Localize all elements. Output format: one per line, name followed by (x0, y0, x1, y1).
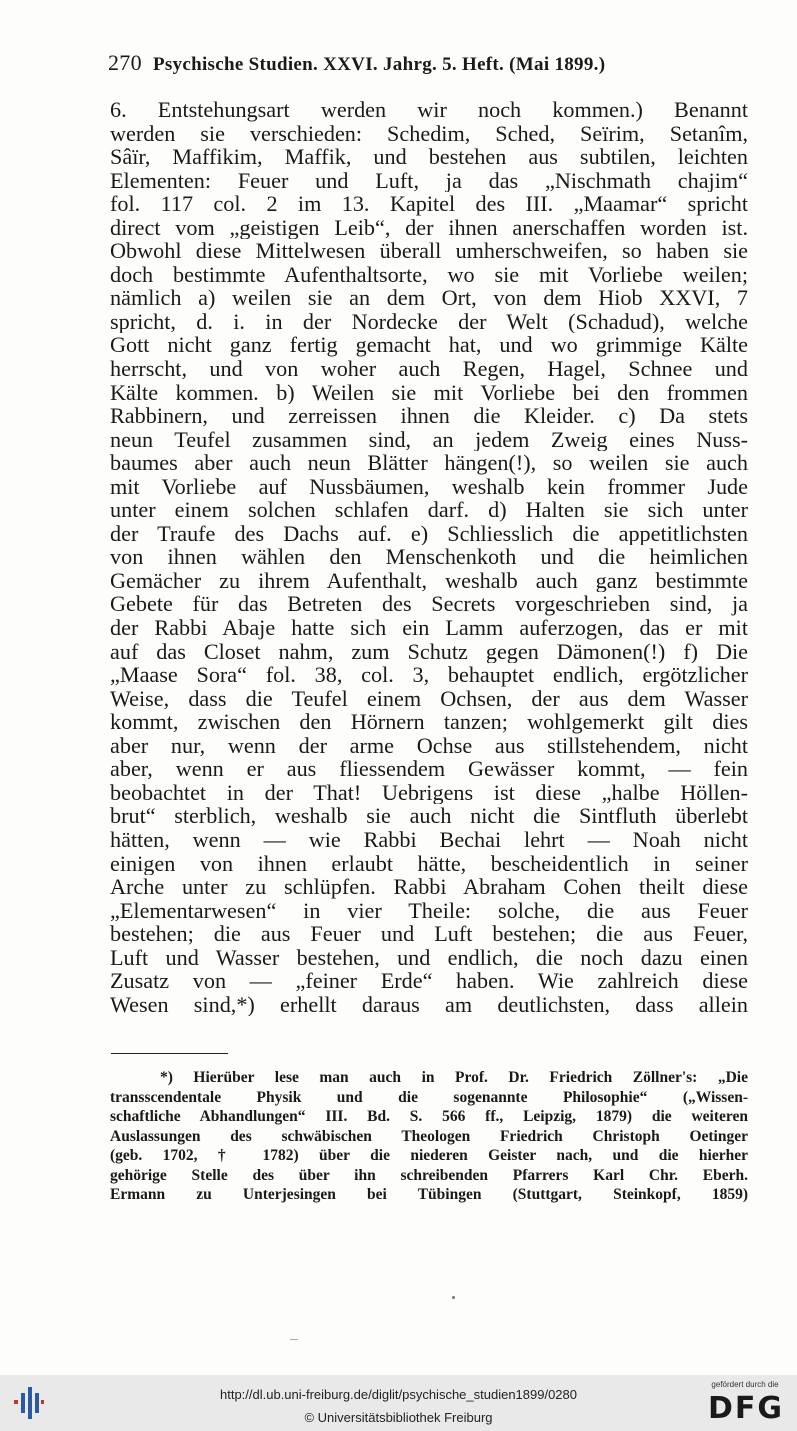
text-line: aber nur, wenn der arme Ochse aus stillstehendem, nicht (110, 733, 748, 758)
viewer-footer (0, 1375, 797, 1431)
text-line: herrscht, und von woher auch Regen, Hagel, Schnee und (110, 357, 748, 381)
text-line: bestehen; die aus Feuer und Luft bestehen; die aus Feuer, (110, 922, 748, 946)
footnote-separator (111, 1053, 228, 1054)
footnote-line: Ermann zu Unterjesingen bei Tübingen (Stuttgart, Steinkopf, 1859) (110, 1186, 748, 1203)
running-header (108, 50, 728, 76)
text-line: der Rabbi Abaje hatte sich ein Lamm auferzogen, das er mit (110, 616, 748, 640)
text-line: Arche unter zu schlüpfen. Rabbi Abraham Cohen theilt diese (110, 875, 748, 899)
text-line: Gott nicht ganz fertig gemacht hat, und wo grimmige Kälte (110, 333, 748, 358)
text-line: Zusatz von — „feiner Erde“ haben. Wie zahlreich diese (110, 969, 748, 993)
text-line: „Maase Sora“ fol. 38, col. 3, behauptet endlich, ergötzlicher (110, 663, 748, 687)
text-line: brut“ sterblich, weshalb sie auch nicht die Sintfluth überlebt (110, 804, 748, 828)
text-line: einigen von ihnen erlaubt hätte, bescheidentlich in seiner (110, 851, 748, 876)
page-number: 270 (108, 50, 142, 75)
text-line: mit Vorliebe auf Nussbäumen, weshalb kein frommer Jude (110, 474, 748, 499)
text-line: beobachtet in der That! Uebrigens ist diese „halbe Höllen- (110, 780, 748, 805)
text-line: Elementen: Feuer und Luft, ja das „Nischmath chajim“ (110, 168, 748, 193)
text-line: der Traufe des Dachs auf. e) Schliesslich die appetitlichsten (110, 521, 748, 546)
footnote-line: Auslassungen des schwäbischen Theologen Friedrich Christoph Oetinger (110, 1127, 748, 1145)
text-line: direct vom „geistigen Leib“, der ihnen anerschaffen worden ist. (110, 215, 748, 240)
running-title: Psychische Studien. XXVI. Jahrg. 5. Heft. (Mai 1899.) (152, 54, 606, 75)
text-line: aber, wenn er aus fliessendem Gewässer kommt, — fein (110, 757, 748, 781)
text-line: kommt, zwischen den Hörnern tanzen; wohlgemerkt gilt dies (110, 710, 748, 734)
text-line: von ihnen wählen den Menschenkoth und die heimlichen (110, 545, 748, 569)
text-line: Luft und Wasser bestehen, und endlich, die noch dazu einen (110, 945, 748, 970)
text-line: Gebete für das Betreten des Secrets vorgeschrieben sind, ja (110, 592, 748, 617)
text-line: neun Teufel zusammen sind, an jedem Zweig eines Nuss- (110, 427, 748, 452)
text-line: nämlich a) weilen sie an dem Ort, von dem Hiob XXVI, 7 (110, 286, 748, 310)
text-line: Kälte kommen. b) Weilen sie mit Vorliebe bei den frommen (110, 380, 748, 405)
text-line: spricht, d. i. in der Nordecke der Welt (Schadud), welche (110, 309, 748, 334)
text-line: unter einem solchen schlafen darf. d) Halten sie sich unter (110, 498, 748, 522)
text-line: werden sie verschieden: Schedim, Sched, Seïrim, Setanîm, (110, 121, 748, 146)
scan-speck (290, 1339, 298, 1340)
text-line: hätten, wenn — wie Rabbi Bechai lehrt — Noah nicht (110, 827, 748, 852)
text-line: fol. 117 col. 2 im 13. Kapitel des III. „Maamar“ spricht (110, 192, 748, 216)
body-text (110, 98, 748, 1016)
copyright-notice: © Universitätsbibliothek Freiburg (304, 1410, 493, 1425)
scan-speck (452, 1296, 455, 1299)
text-line: Sâïr, Maffikim, Maffik, und bestehen aus subtilen, leichten (110, 145, 748, 169)
footnote (110, 1068, 748, 1205)
text-line: Obwohl diese Mittelwesen überall umherschweifen, so haben sie (110, 239, 748, 263)
footnote-line: schaftliche Abhandlungen“ III. Bd. S. 566 ff., Leipzig, 1879) die weiteren (110, 1108, 748, 1125)
footnote-line: transscendentale Physik und die sogenannte Philosophie“ („Wissen- (110, 1088, 748, 1106)
dfg-logo: DFG (707, 1391, 785, 1426)
text-line: Weise, dass die Teufel einem Ochsen, der aus dem Wasser (110, 686, 748, 711)
footnote-line: (geb. 1702, † 1782) über die niederen Geister nach, und die hierher (110, 1147, 748, 1164)
text-line: „Elementarwesen“ in vier Theile: solche, die aus Feuer (110, 898, 748, 923)
text-line: Gemächer zu ihrem Aufenthalt, weshalb auch ganz bestimmte (110, 568, 748, 593)
text-line: baumes aber auch neun Blätter hängen(!), so weilen sie auch (110, 451, 748, 475)
text-line: auf das Closet nahm, zum Schutz gegen Dämonen(!) f) Die (110, 639, 748, 664)
text-line: Rabbinern, und zerreissen ihnen die Kleider. c) Da stets (110, 404, 748, 428)
text-line: doch bestimmte Aufenthaltsorte, wo sie mit Vorliebe weilen; (110, 262, 748, 287)
footnote-line: *) Hierüber lese man auch in Prof. Dr. Friedrich Zöllner's: „Die (160, 1069, 748, 1086)
text-line: Wesen sind,*) erhellt daraus am deutlichsten, dass allein (110, 992, 748, 1017)
permalink-url[interactable]: http://dl.ub.uni-freiburg.de/diglit/psychische_studien1899/0280 (219, 1387, 578, 1402)
footnote-line: gehörige Stelle des über ihn schreibenden Pfarrers Karl Chr. Eberh. (110, 1166, 748, 1184)
funder-caption: gefördert durch die (711, 1380, 779, 1389)
text-line: 6. Entstehungsart werden wir noch kommen.) Benannt (110, 98, 748, 122)
